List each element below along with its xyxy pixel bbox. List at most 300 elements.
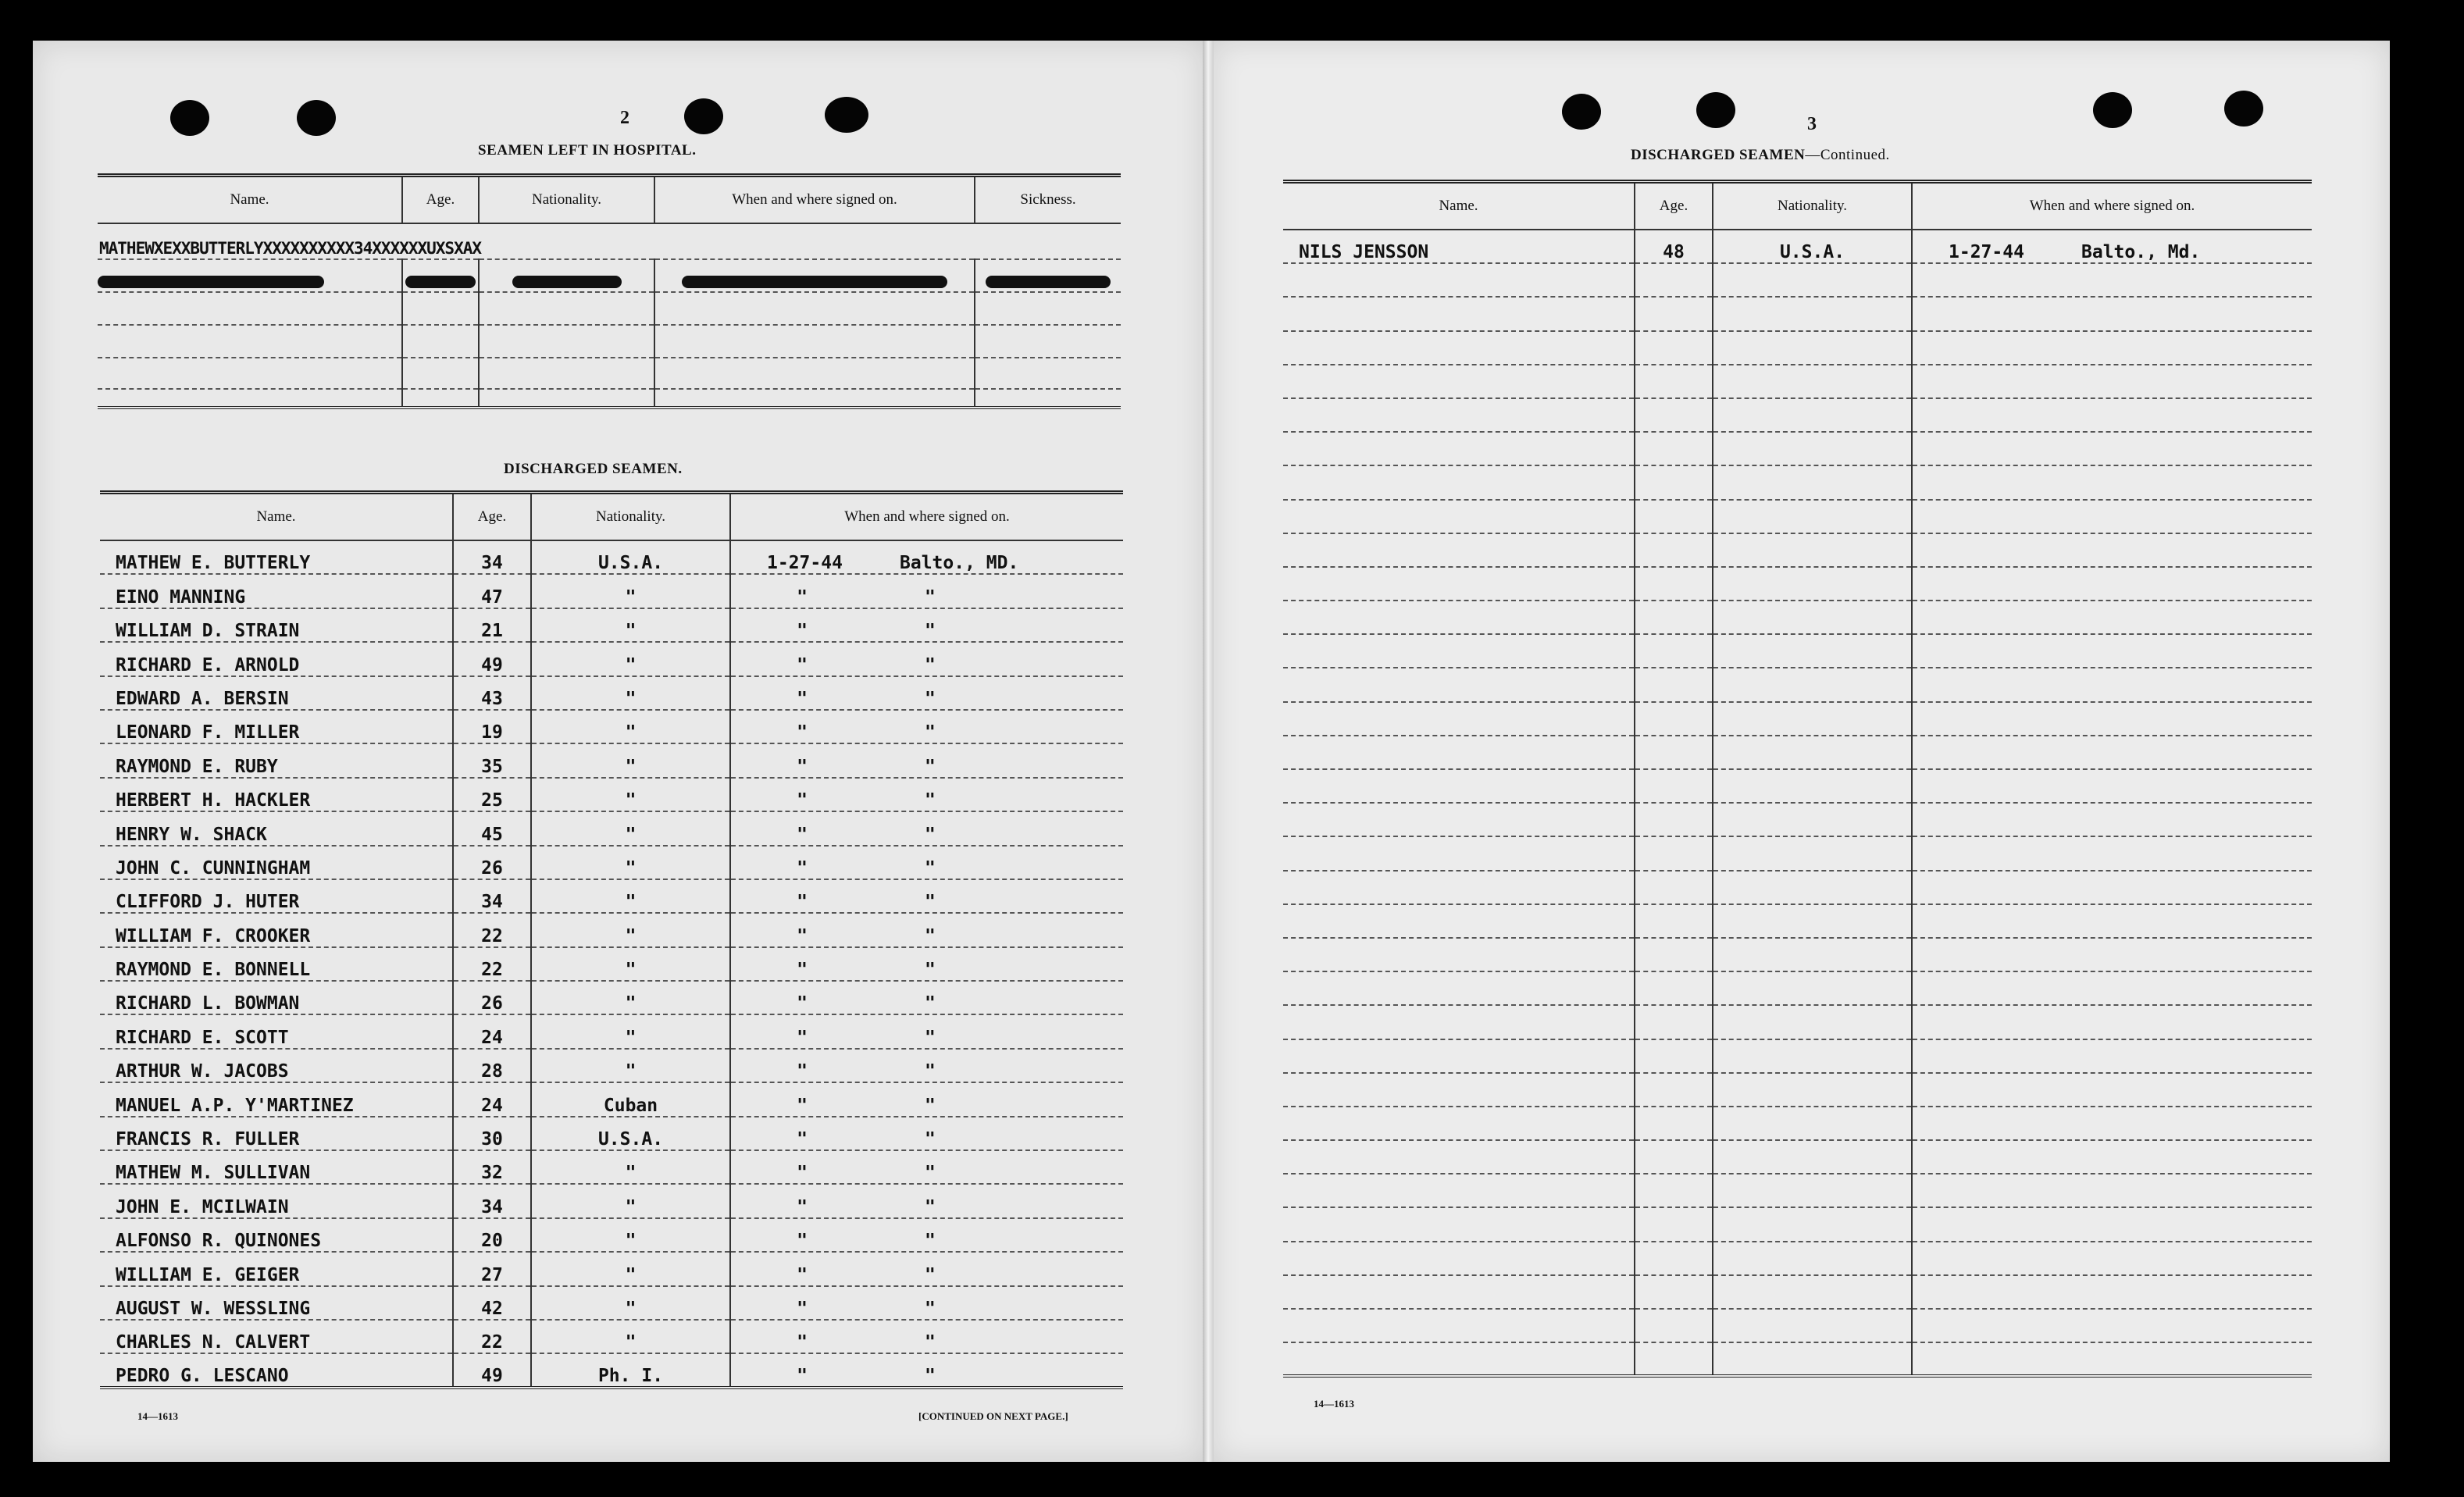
signed-on-place: " [925,756,936,777]
column-header: When and where signed on. [730,493,1123,541]
table-row [1283,1309,2312,1342]
signed-on-place: " [925,1027,936,1048]
signed-on-cell [1912,1207,2312,1241]
signed-on-place: " [925,1061,936,1082]
signed-on-date: " [797,1298,808,1319]
seaman-nationality: " [531,1218,730,1252]
seaman-age: 43 [453,676,531,710]
signed-on-date: " [797,1027,808,1048]
seaman-name [1283,365,1635,398]
table-row [1283,432,2312,465]
signed-on-place: " [925,1163,936,1184]
seaman-age [1635,938,1713,971]
seaman-name: PEDRO G. LESCANO [100,1353,453,1387]
signed-on-date: " [797,1129,808,1150]
column-header: Name. [98,176,402,224]
seaman-age [1635,432,1713,465]
seaman-age: 26 [453,846,531,879]
signed-on-place: " [925,586,936,608]
signed-on-cell [1912,1242,2312,1275]
seaman-name: WILLIAM E. GEIGER [100,1252,453,1285]
seaman-name: WILLIAM D. STRAIN [100,608,453,642]
signed-on-cell [730,846,1123,879]
signed-on-date: " [797,960,808,981]
seaman-nationality [1713,736,1912,769]
table-row [1283,736,2312,769]
seaman-age [1635,1207,1713,1241]
seaman-name: MANUEL A.P. Y'MARTINEZ [100,1082,453,1116]
signed-on-place: " [925,1095,936,1116]
signed-on-place: " [925,925,936,946]
signed-on-date: " [797,688,808,709]
seaman-name [1283,836,1635,870]
seaman-nationality: " [531,710,730,743]
seaman-nationality [1713,567,1912,601]
signed-on-place: Balto., Md. [2081,242,2201,263]
seaman-nationality [1713,500,1912,533]
seaman-name: CLIFFORD J. HUTER [100,879,453,913]
table-row [100,1218,1123,1252]
seaman-nationality: " [531,574,730,608]
table-row [1283,971,2312,1005]
signed-on-date: " [797,1095,808,1116]
signed-on-place: " [925,1365,936,1386]
table-row [1283,769,2312,803]
seaman-nationality: " [531,947,730,981]
seaman-nationality: " [531,642,730,675]
signed-on-date: " [797,892,808,913]
column-header: When and where signed on. [654,176,975,224]
signed-on-cell [730,1286,1123,1320]
signed-on-cell [1912,634,2312,668]
signed-on-cell [730,1320,1123,1353]
seaman-name [1283,1005,1635,1039]
seaman-name [1283,1140,1635,1174]
seaman-age: 24 [453,1082,531,1116]
signed-on-cell [730,1014,1123,1048]
signed-on-date: " [797,993,808,1014]
table-row [100,778,1123,811]
seaman-nationality [1713,1073,1912,1107]
signed-on-place: " [925,722,936,743]
seaman-age: 49 [453,642,531,675]
signed-on-place: " [925,1332,936,1353]
table-row [98,292,1121,325]
seaman-name: RAYMOND E. BONNELL [100,947,453,981]
form-number: 14—1613 [1314,1398,1354,1410]
column-header: Nationality. [531,493,730,541]
seaman-nationality: " [531,879,730,913]
seaman-nationality [1713,1342,1912,1376]
signed-on-date: " [797,790,808,811]
signed-on-cell [730,1082,1123,1116]
table-row [100,1286,1123,1320]
signed-on-date: 1-27-44 [767,553,843,574]
seaman-name [1283,1242,1635,1275]
seaman-name [1283,297,1635,330]
page-number: 2 [620,108,629,128]
seaman-name [1283,1073,1635,1107]
seaman-age [1635,1242,1713,1275]
signed-on-cell [730,879,1123,913]
signed-on-cell [1912,432,2312,465]
signed-on-cell [1912,1140,2312,1174]
hospital-section-title: SEAMEN LEFT IN HOSPITAL. [478,142,697,159]
seaman-age [1635,1107,1713,1140]
signed-on-cell [1912,668,2312,701]
seaman-nationality [1713,971,1912,1005]
table-row [1283,1005,2312,1039]
signed-on-place: " [925,892,936,913]
seaman-age [1635,971,1713,1005]
seaman-nationality [1713,432,1912,465]
continued-section-title [1631,147,1890,164]
signed-on-date: " [797,654,808,675]
seaman-name: EDWARD A. BERSIN [100,676,453,710]
seaman-name: JOHN C. CUNNINGHAM [100,846,453,879]
seaman-age [1635,567,1713,601]
table-row [1283,1107,2312,1140]
signed-on-cell [730,642,1123,675]
signed-on-cell [1912,938,2312,971]
signed-on-cell [1912,871,2312,904]
signed-on-date: " [797,1264,808,1285]
signed-on-cell [1912,702,2312,736]
signed-on-cell [1912,533,2312,567]
seaman-name: WILLIAM F. CROOKER [100,913,453,946]
table-row [98,325,1121,358]
seaman-name: HERBERT H. HACKLER [100,778,453,811]
signed-on-cell [1912,500,2312,533]
table-row [100,710,1123,743]
table-row [1283,803,2312,836]
seaman-nationality [1713,1174,1912,1207]
table-row [100,1353,1123,1387]
table-row [1283,1275,2312,1309]
signed-on-cell [730,676,1123,710]
redaction-mark [512,276,622,288]
signed-on-cell [730,540,1123,574]
seaman-nationality: " [531,913,730,946]
signed-on-cell [1912,1005,2312,1039]
seaman-name [1283,769,1635,803]
signed-on-cell [730,1218,1123,1252]
seaman-name [1283,736,1635,769]
seaman-age [1635,736,1713,769]
table-row [100,913,1123,946]
table-row [1283,702,2312,736]
table-row [100,676,1123,710]
signed-on-place: " [925,621,936,642]
signed-on-date: " [797,722,808,743]
table-row [1283,398,2312,432]
seaman-age [1635,836,1713,870]
signed-on-cell [730,913,1123,946]
seaman-age [1635,668,1713,701]
signed-on-cell [730,1353,1123,1387]
signed-on-cell [730,1150,1123,1184]
seaman-name [1283,904,1635,938]
signed-on-cell [730,811,1123,845]
section-title-main: DISCHARGED SEAMEN [1631,147,1806,163]
table-row [1283,668,2312,701]
signed-on-date: " [797,1061,808,1082]
signed-on-date: " [797,857,808,879]
seaman-name [1283,634,1635,668]
table-row [100,1252,1123,1285]
signed-on-date: " [797,925,808,946]
seaman-age [1635,871,1713,904]
signed-on-date: " [797,1196,808,1217]
seaman-nationality: U.S.A. [531,540,730,574]
signed-on-cell [1912,365,2312,398]
table-row [100,1082,1123,1116]
table-row [1283,263,2312,297]
seaman-nationality [1713,1275,1912,1309]
seaman-name: FRANCIS R. FULLER [100,1117,453,1150]
seaman-name [1283,331,1635,365]
signed-on-cell [1912,904,2312,938]
table-row [1283,871,2312,904]
table-row [1283,904,2312,938]
seaman-age: 26 [453,981,531,1014]
seaman-nationality [1713,297,1912,330]
seaman-nationality [1713,1242,1912,1275]
seaman-name: MATHEW M. SULLIVAN [100,1150,453,1184]
seaman-nationality: " [531,811,730,845]
seaman-nationality: " [531,1150,730,1184]
seaman-nationality: " [531,1320,730,1353]
signed-on-place: " [925,1298,936,1319]
table-row [100,1014,1123,1048]
table-row [1283,1342,2312,1376]
table-row [1283,567,2312,601]
seaman-name [1283,1275,1635,1309]
seaman-nationality: U.S.A. [531,1117,730,1150]
signed-on-cell [1912,230,2312,263]
page-spine [1203,41,1214,1462]
seaman-age [1635,1309,1713,1342]
table-row [98,358,1121,389]
seaman-name [1283,1107,1635,1140]
discharged-table [100,490,1123,1389]
signed-on-date: " [797,824,808,845]
table-row [100,1117,1123,1150]
signed-on-cell [1912,601,2312,634]
seaman-age: 42 [453,1286,531,1320]
seaman-name: RAYMOND E. RUBY [100,743,453,777]
section-title-continued: —Continued. [1805,147,1890,163]
seaman-name [1283,465,1635,499]
table-row [1283,230,2312,263]
signed-on-place: " [925,1129,936,1150]
column-header: Nationality. [1713,182,1912,230]
seaman-age: 22 [453,1320,531,1353]
seaman-name [1283,500,1635,533]
signed-on-place: " [925,993,936,1014]
seaman-name [1283,668,1635,701]
seaman-age [1635,533,1713,567]
seaman-age [1635,297,1713,330]
table-row [1283,500,2312,533]
signed-on-cell [1912,1107,2312,1140]
signed-on-cell [1912,836,2312,870]
signed-on-cell [1912,567,2312,601]
signed-on-date: " [797,1365,808,1386]
seaman-age [1635,1275,1713,1309]
signed-on-date: " [797,756,808,777]
signed-on-cell [730,1049,1123,1082]
signed-on-cell [1912,1275,2312,1309]
signed-on-cell [1912,736,2312,769]
seaman-nationality: U.S.A. [1713,230,1912,263]
seaman-nationality: " [531,981,730,1014]
seaman-nationality [1713,634,1912,668]
signed-on-place: " [925,790,936,811]
signed-on-cell [730,743,1123,777]
table-row [1283,331,2312,365]
signed-on-date: " [797,586,808,608]
signed-on-cell [1912,398,2312,432]
table-row [1283,1140,2312,1174]
seaman-nationality: " [531,1286,730,1320]
seaman-nationality: " [531,608,730,642]
seaman-name: MATHEW E. BUTTERLY [100,540,453,574]
seaman-name: ALFONSO R. QUINONES [100,1218,453,1252]
signed-on-place: Balto., MD. [900,553,1019,574]
seaman-name: CHARLES N. CALVERT [100,1320,453,1353]
seaman-nationality [1713,1140,1912,1174]
redaction-mark [682,276,947,288]
seaman-age: 21 [453,608,531,642]
table-row [100,811,1123,845]
seaman-age: 22 [453,947,531,981]
column-header: Age. [402,176,479,224]
seaman-nationality: " [531,743,730,777]
column-header: Nationality. [479,176,654,224]
column-header: Sickness. [975,176,1121,224]
seaman-name [1283,1174,1635,1207]
seaman-nationality [1713,331,1912,365]
column-header: When and where signed on. [1912,182,2312,230]
seaman-age: 47 [453,574,531,608]
punch-hole [297,100,336,136]
seaman-name [1283,1039,1635,1073]
seaman-name: ARTHUR W. JACOBS [100,1049,453,1082]
seaman-name [1283,702,1635,736]
column-header: Age. [1635,182,1713,230]
discharged-section-title: DISCHARGED SEAMEN. [504,461,683,477]
seaman-age [1635,601,1713,634]
punch-hole [170,100,209,136]
seaman-nationality: " [531,778,730,811]
punch-hole [825,97,868,133]
seaman-name [1283,871,1635,904]
seaman-name: AUGUST W. WESSLING [100,1286,453,1320]
signed-on-cell [1912,1342,2312,1376]
seaman-nationality [1713,668,1912,701]
seaman-age [1635,398,1713,432]
signed-on-cell [730,981,1123,1014]
continued-discharged-table [1283,180,2312,1378]
table-row [100,1150,1123,1184]
signed-on-place: " [925,824,936,845]
signed-on-cell [1912,769,2312,803]
seaman-name [1283,1309,1635,1342]
table-row [100,846,1123,879]
seaman-nationality [1713,533,1912,567]
seaman-age: 35 [453,743,531,777]
seaman-name [1283,533,1635,567]
seaman-name: HENRY W. SHACK [100,811,453,845]
seaman-age [1635,1073,1713,1107]
seaman-nationality [1713,1207,1912,1241]
crossed-out-entry: MATHEWXEXXBUTTERLYXXXXXXXXXX34XXXXXXUXSXAX [98,223,1121,259]
column-header: Age. [453,493,531,541]
hospital-table [98,173,1121,409]
seaman-nationality [1713,1039,1912,1073]
seaman-age [1635,702,1713,736]
seaman-name: LEONARD F. MILLER [100,710,453,743]
signed-on-cell [1912,1039,2312,1073]
seaman-age: 30 [453,1117,531,1150]
signed-on-cell [730,947,1123,981]
signed-on-cell [1912,1073,2312,1107]
seaman-age: 34 [453,1184,531,1217]
table-row [1283,297,2312,330]
signed-on-date: " [797,1163,808,1184]
table-row [1283,1073,2312,1107]
seaman-age: 19 [453,710,531,743]
seaman-nationality: " [531,1252,730,1285]
seaman-nationality [1713,803,1912,836]
punch-hole [1562,94,1601,130]
table-row [100,981,1123,1014]
signed-on-date: " [797,1231,808,1252]
seaman-nationality [1713,1107,1912,1140]
seaman-age [1635,1039,1713,1073]
signed-on-cell [1912,297,2312,330]
table-row [100,879,1123,913]
signed-on-place: " [925,960,936,981]
seaman-nationality: " [531,1014,730,1048]
seaman-age [1635,331,1713,365]
table-row [1283,601,2312,634]
seaman-nationality [1713,365,1912,398]
signed-on-place: " [925,654,936,675]
table-row [1283,1242,2312,1275]
table-row [100,608,1123,642]
seaman-name [1283,398,1635,432]
column-header: Name. [1283,182,1635,230]
table-row [100,574,1123,608]
seaman-nationality [1713,836,1912,870]
seaman-nationality [1713,702,1912,736]
signed-on-place: " [925,1196,936,1217]
signed-on-cell [1912,803,2312,836]
seaman-age: 49 [453,1353,531,1387]
seaman-nationality [1713,871,1912,904]
seaman-age: 34 [453,879,531,913]
signed-on-cell [730,1252,1123,1285]
seaman-nationality: " [531,846,730,879]
signed-on-place: " [925,688,936,709]
seaman-name [1283,432,1635,465]
signed-on-date: 1-27-44 [1949,242,2024,263]
table-row [1283,938,2312,971]
seaman-nationality [1713,465,1912,499]
seaman-name: JOHN E. MCILWAIN [100,1184,453,1217]
